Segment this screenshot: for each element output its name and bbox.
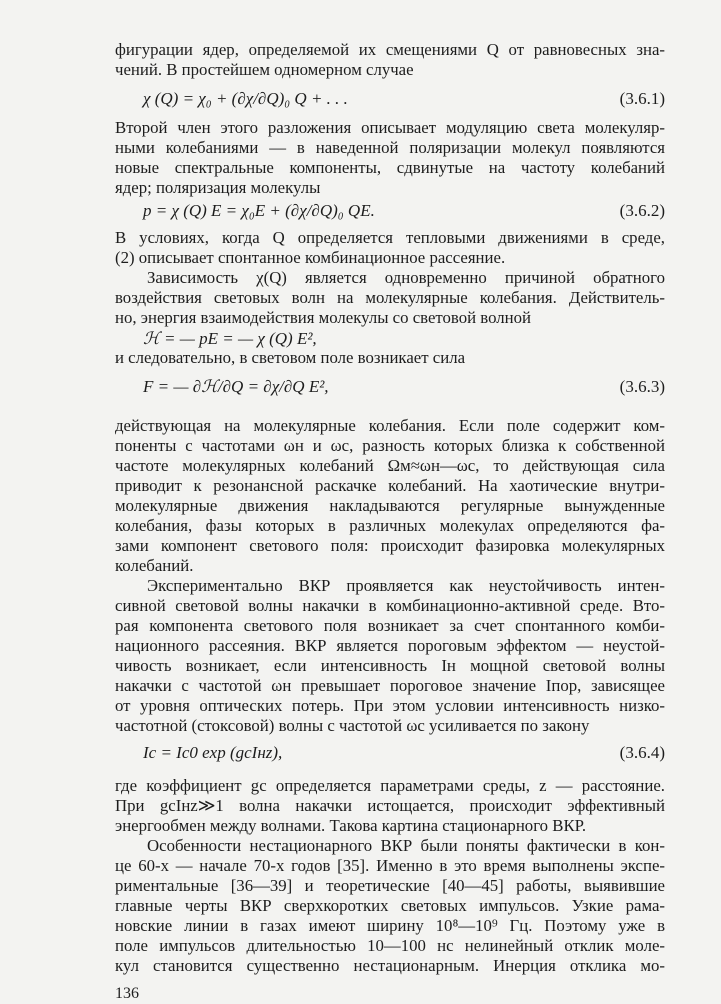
- text-line: ными колебаниями — в наведенной поляризации молекул появляются: [115, 138, 665, 157]
- text-line: зами компонент светового поля: происходит фазировка молекулярных: [115, 536, 665, 555]
- text-line: молекулярные движения накладываются регулярные вынужденные: [115, 496, 665, 515]
- text-line: ядер; поляризация молекулы: [115, 178, 321, 197]
- text-line: Особенности нестационарного ВКР были поняты фактически в кон-: [147, 836, 665, 855]
- text-line: колебаний.: [115, 556, 194, 575]
- text-line: Зависимость χ(Q) является одновременно причиной обратного: [147, 268, 665, 287]
- formula-body: F = — ∂ℋ/∂Q = ∂χ/∂Q E²,: [143, 377, 329, 396]
- text-line: колебания, фазы которых в различных молекулах определяются фа-: [115, 516, 665, 535]
- text-line: Второй член этого разложения описывает модуляцию света молекуляр-: [115, 118, 665, 137]
- text-line: частоте молекулярных колебаний Ωм≈ωн—ωс, то действующая сила: [115, 456, 665, 475]
- formula-3-6-4: [143, 742, 665, 764]
- text-line: энергообмен между волнами. Такова картина стационарного ВКР.: [115, 816, 587, 835]
- text-line: от уровня оптических потерь. При этом условии интенсивность низко-: [115, 696, 665, 715]
- text-line: (2) описывает спонтанное комбинационное рассеяние.: [115, 248, 506, 267]
- text-line: це 60-х — начале 70-х годов [35]. Именно в это время выполнены экспе-: [115, 856, 665, 875]
- text-line: главные черты ВКР сверхкоротких световых импульсов. Узкие рама-: [115, 896, 665, 915]
- formula-number: (3.6.4): [619, 743, 665, 762]
- text-line: поненты с частотами ωн и ωс, разность которых близка к собственной: [115, 436, 665, 455]
- formula-body: Iс = Iс0 exp (gсIнz),: [143, 743, 283, 762]
- text-line: рая компонента светового поля возникает за счет спонтанного комби-: [115, 616, 665, 635]
- text-line: сивной световой волны накачки в комбинационно-активной среде. Вто-: [115, 596, 665, 615]
- text-line: новые спектральные компоненты, сдвинутые на частоту колебаний: [115, 158, 665, 177]
- text-line: фигурации ядер, определяемой их смещениями Q от равновесных зна-: [115, 40, 665, 59]
- formula-hamiltonian: [143, 328, 665, 350]
- text-line: чивость возникает, если интенсивность Iн мощной световой волны: [115, 656, 665, 675]
- text-line: кул становится существенно нестационарным. Инерция отклика мо-: [115, 956, 665, 975]
- page-number: 136: [115, 985, 139, 1002]
- text-line: В условиях, когда Q определяется тепловыми движениями в среде,: [115, 228, 665, 247]
- text-line: частотной (стоксовой) волны с частотой ωс усиливается по закону: [115, 716, 590, 735]
- formula-number: (3.6.2): [619, 201, 665, 220]
- formula-body: p = χ (Q) E = χ₀E + (∂χ/∂Q)₀ QE.: [143, 201, 375, 220]
- text-line: но, энергия взаимодействия молекулы со световой волной: [115, 308, 531, 327]
- text-line: воздействия световых волн на молекулярные колебания. Действитель-: [115, 288, 665, 307]
- text-line: где коэффициент gс определяется параметрами среды, z — расстояние.: [115, 776, 665, 795]
- formula-body: ℋ = — pE = — χ (Q) E²,: [143, 329, 317, 348]
- text-line: Экспериментально ВКР проявляется как неустойчивость интен-: [147, 576, 665, 595]
- formula-3-6-1: [143, 88, 665, 110]
- text-line: новские линии в газах имеют ширину 10⁸—10⁹ Гц. Поэтому уже в: [115, 916, 665, 935]
- formula-number: (3.6.1): [619, 89, 665, 108]
- text-line: и следовательно, в световом поле возникает сила: [115, 348, 466, 367]
- formula-body: χ (Q) = χ₀ + (∂χ/∂Q)₀ Q + . . .: [143, 89, 348, 108]
- text-line: действующая на молекулярные колебания. Если поле содержит ком-: [115, 416, 665, 435]
- text-line: чений. В простейшем одномерном случае: [115, 60, 414, 79]
- text-line: поле импульсов длительностью 10—100 нс нелинейный отклик моле-: [115, 936, 665, 955]
- formula-3-6-2: [143, 200, 665, 222]
- text-line: риментальные [36—39] и теоретические [40—45] работы, выявившие: [115, 876, 665, 895]
- formula-number: (3.6.3): [619, 377, 665, 396]
- text-line: приводит к резонансной раскачке колебаний. На хаотические внутри-: [115, 476, 665, 495]
- text-line: накачки с частотой ωн превышает пороговое значение Iпор, зависящее: [115, 676, 665, 695]
- formula-3-6-3: [143, 376, 665, 398]
- text-line: национного рассеяния. ВКР является пороговым эффектом — неустой-: [115, 636, 665, 655]
- text-line: При gсIнz≫1 волна накачки истощается, происходит эффективный: [115, 796, 665, 815]
